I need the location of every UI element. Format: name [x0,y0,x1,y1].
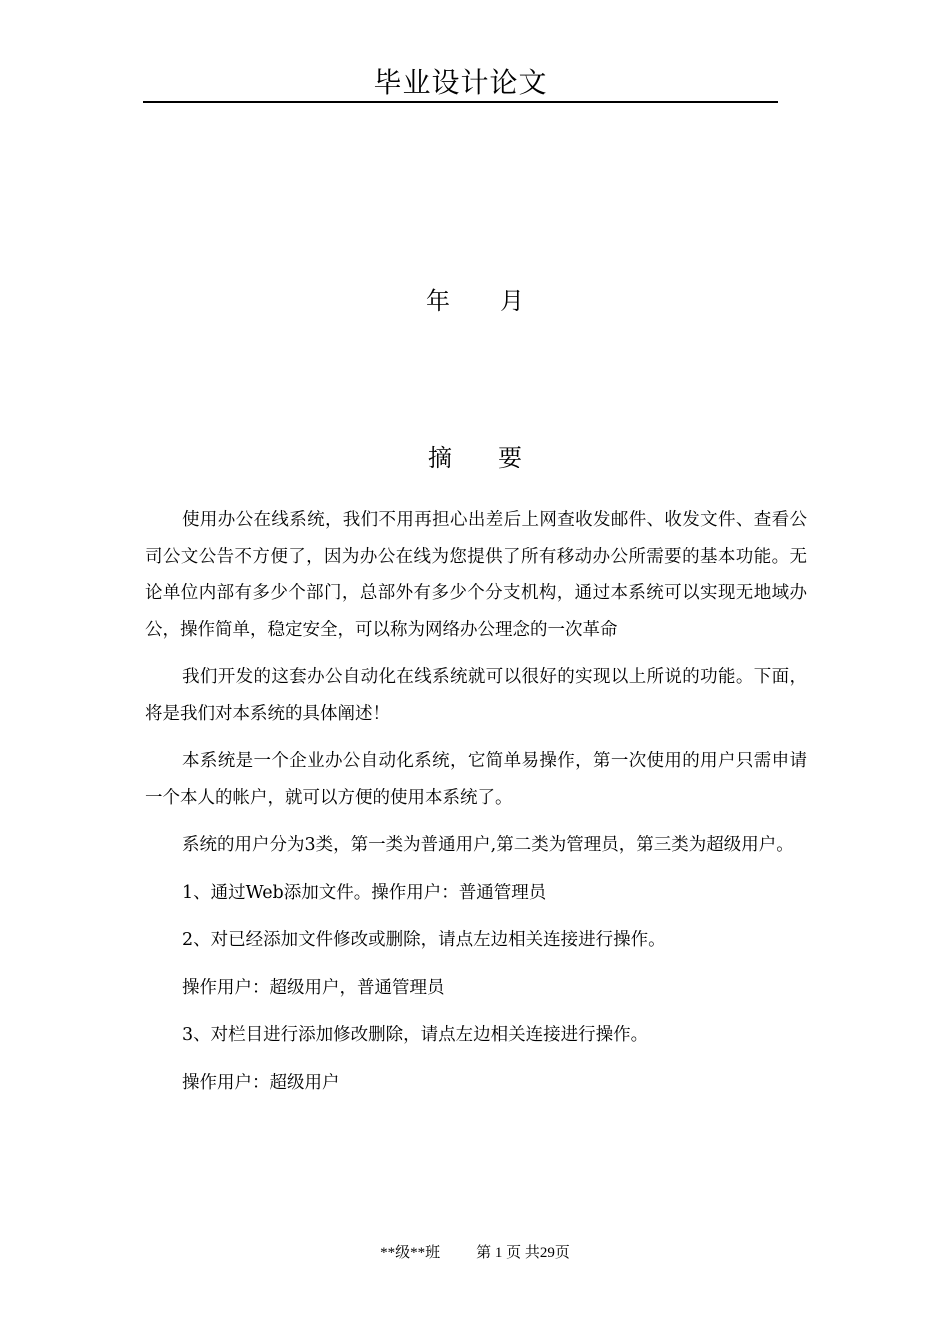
abstract-body [145,502,807,1112]
abstract-paragraph: 使用办公在线系统，我们不用再担心出差后上网查收发邮件、收发文件、查看公司公文公告不方便了，因为办公在线为您提供了所有移动办公所需要的基本功能。无论单位内部有多少个部门，总部外有多少个分支机构，通过本系统可以实现无地域办公，操作简单，稳定安全，可以称为网络办公理念的一次革命 [145,510,807,640]
date-line [0,283,950,319]
abstract-paragraph: 操作用户：超级用户 [182,1072,340,1093]
page-footer [0,1241,950,1265]
thesis-header-title: 毕业设计论文 [373,66,548,99]
abstract-paragraph: 1、通过Web添加文件。操作用户：普通管理员 [182,882,547,903]
abstract-paragraph: 3、对栏目进行添加修改删除，请点左边相关连接进行操作。 [182,1025,649,1045]
abstract-paragraph: 操作用户：超级用户，普通管理员 [182,977,445,998]
abstract-heading-right: 要 [498,444,522,472]
month-label: 月 [500,287,524,315]
header-rule [143,101,778,103]
footer-page-info: 第 1 页 共29页 [476,1245,570,1261]
abstract-heading-left: 摘 [428,444,452,472]
abstract-paragraph: 2、对已经添加文件修改或删除，请点左边相关连接进行操作。 [182,930,666,950]
abstract-heading [0,440,950,476]
year-label: 年 [426,287,450,315]
abstract-paragraph: 系统的用户分为3类，第一类为普通用户,第二类为管理员，第三类为超级用户。 [182,835,794,855]
abstract-paragraph: 本系统是一个企业办公自动化系统，它简单易操作，第一次使用的用户只需申请一个本人的帐户，就可以方便的使用本系统了。 [145,751,807,808]
abstract-paragraph: 我们开发的这套办公自动化在线系统就可以很好的实现以上所说的功能。下面，将是我们对本系统的具体阐述！ [145,667,807,724]
footer-class-label: **级**班 [380,1245,441,1261]
